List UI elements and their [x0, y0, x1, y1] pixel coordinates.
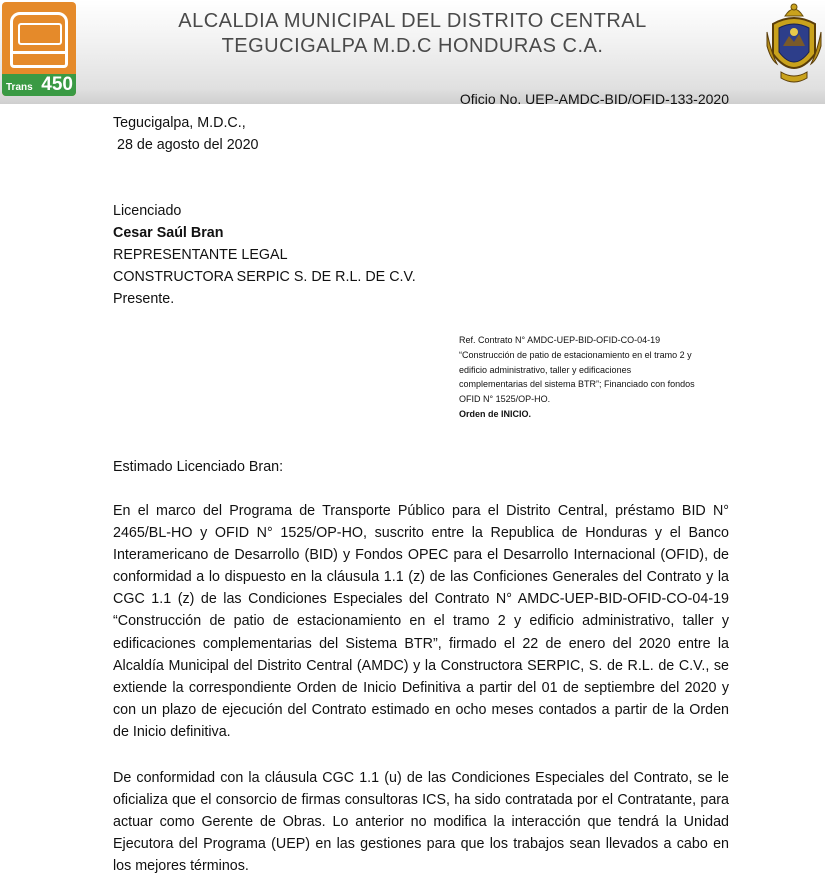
letterhead-line-1: ALCALDIA MUNICIPAL DEL DISTRITO CENTRAL: [178, 10, 647, 32]
reference-line: Ref. Contrato N° AMDC-UEP-BID-OFID-CO-04-19: [459, 335, 661, 345]
letterhead-line-2: TEGUCIGALPA M.D.C HONDURAS C.A.: [221, 35, 604, 57]
reference-subject: Orden de INICIO.: [459, 408, 532, 419]
recipient-role: REPRESENTANTE LEGAL: [113, 247, 288, 263]
recipient-name: Cesar Saúl Bran: [113, 225, 224, 241]
body-paragraph-1: En el marco del Programa de Transporte Público para el Distrito Central, préstamo BID N° 2465/BL-HO y OFID N° 1525/OP-HO, suscrito entre la Republica de Honduras y el Banco Interamericano de Desarrollo (BID) y Fondos OPEC para el Desarrollo Internacional (OFID), de conformidad a lo dispuesto en la cláusula 1.1 (z) de las Conficiones Generales del Contrato y la CGC 1.1 (z) de las Condiciones Especiales del Contrato N° AMDC-UEP-BID-OFID-CO-04-19 “Construcción de patio de estacionamiento en el tramo 2 y edificio administrativo, taller y edificaciones complementarias del Sistema BTR”, firmado el 22 de enero del 2020 entre la Alcaldía Municipal del Distrito Central (AMDC) y la Constructora SERPIC, S. de R.L. de C.V., se extiende la correspondiente Orden de Inicio Definitiva a partir del 01 de septiembre del 2020 y con un plazo de ejecución del Contrato estimado en ocho meses contados a partir de la Orden de Inicio definitiva.: [113, 503, 729, 740]
greeting: Estimado Licenciado Bran:: [113, 459, 284, 475]
recipient-present: Presente.: [113, 291, 175, 307]
reference-block: [459, 333, 749, 422]
reference-line: complementarias del sistema BTR”; Financiado con fondos: [459, 379, 695, 390]
oficio-number: Oficio No. UEP-AMDC-BID/OFID-133-2020: [459, 91, 729, 107]
recipient-title: Licenciado: [113, 203, 182, 219]
body-paragraph-2: De conformidad con la cláusula CGC 1.1 (u) de las Condiciones Especiales del Contrato, se le oficializa que el consorcio de firmas consultoras ICS, ha sido contratada por el Contratante, para actuar como Gerente de Obras. Lo anterior no modifica la interacción que tendrá la Unidad Ejecutora del Programa (UEP) en las gestiones para que los trabajos sean llevados a cabo en los mejores términos.: [113, 770, 729, 875]
reference-line: OFID N° 1525/OP-HO.: [459, 394, 551, 405]
place: Tegucigalpa, M.D.C.,: [113, 115, 246, 131]
reference-line: edificio administrativo, taller y edificaciones: [459, 364, 632, 375]
date: 28 de agosto del 2020: [117, 137, 259, 153]
logo-text: Trans: [6, 82, 33, 93]
municipal-crest-icon: [765, 2, 823, 88]
logo-number: 450: [41, 74, 73, 95]
recipient-company: CONSTRUCTORA SERPIC S. DE R.L. DE C.V.: [113, 269, 416, 285]
reference-line: “Construcción de patio de estacionamiento en el tramo 2 y: [459, 349, 692, 360]
